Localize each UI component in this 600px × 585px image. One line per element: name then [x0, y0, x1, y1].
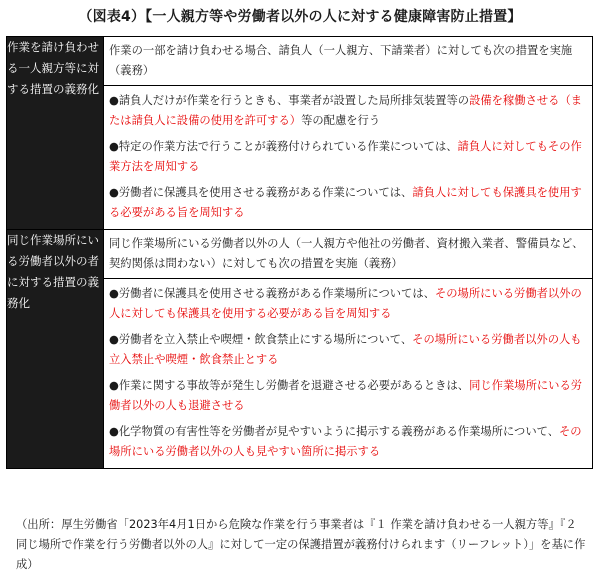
- item-text: ●特定の作業方法で行うことが義務付けられている作業については、: [109, 140, 458, 153]
- section-header-2: [7, 230, 104, 469]
- section-header-label: 作業を請け負わせる一人親方等に対する措置の義務化: [7, 40, 99, 96]
- item-text: ●労働者に保護具を使用させる義務がある作業場所については、: [109, 287, 435, 300]
- measures-table: [6, 36, 593, 469]
- table-row: [7, 230, 593, 469]
- item-text: ●化学物質の有害性等を労働者が見やすいように掲示する義務がある作業場所について、: [109, 425, 559, 438]
- item-highlight: その場所にいる労働者以外の人も見やすい箇所に掲示する: [109, 425, 582, 458]
- section-body-2: [104, 230, 593, 469]
- list-item: [104, 422, 592, 462]
- list-item: [104, 183, 592, 223]
- item-highlight: 同じ作業場所にいる労働者以外の人も退避させる: [109, 379, 583, 412]
- list-item: [104, 137, 592, 177]
- item-highlight: その場所にいる労働者以外の人に対しても保護具を使用する必要がある旨を周知する: [109, 287, 582, 320]
- item-highlight: 設備を稼働させる（または請負人に設備の使用を許可する）: [109, 94, 583, 127]
- table-row: [7, 37, 593, 230]
- item-highlight: 請負人に対しても保護具を使用する必要がある旨を周知する: [109, 186, 582, 219]
- list-item: [104, 330, 592, 370]
- item-highlight: 請負人に対してもその作業方法を周知する: [109, 140, 582, 173]
- section-intro: 同じ作業場所にいる労働者以外の人（一人親方や他社の労働者、資材搬入業者、警備員など、契約関係は問わない）に対しても次の措置を実施（義務）: [104, 230, 592, 279]
- item-text: ●労働者に保護具を使用させる義務がある作業については、: [109, 186, 413, 199]
- source-note: （出所：厚生労働省「2023年4月1日から危険な作業を行う事業者は『１ 作業を請け負わせる一人親方等』『２ 同じ場所で作業を行う労働者以外の人』に対して一定の保護措置が義務付けられます（リーフレット）」を基に作成）: [16, 518, 586, 571]
- item-text: ●請負人だけが作業を行うときも、事業者が設置した局所排気装置等の: [109, 94, 470, 107]
- figure-title: （図表4）【一人親方等や労働者以外の人に対する健康障害防止措置】: [78, 9, 522, 25]
- list-item: [104, 91, 592, 131]
- list-item: [104, 376, 592, 416]
- item-highlight: その場所にいる労働者以外の人も立入禁止や喫煙・飲食禁止とする: [109, 333, 582, 366]
- item-text: ●労働者を立入禁止や喫煙・飲食禁止にする場所について、: [109, 333, 413, 346]
- section-body-1: [104, 37, 593, 230]
- list-item: [104, 284, 592, 324]
- section-header-1: [7, 37, 104, 230]
- item-text: ●作業に関する事故等が発生し労働者を退避させる必要があるときは、: [109, 379, 470, 392]
- section-header-label: 同じ作業場所にいる労働者以外の者に対する措置の義務化: [7, 233, 99, 310]
- item-text-after: 等の配慮を行う: [301, 114, 381, 127]
- section-intro: 作業の一部を請け負わせる場合、請負人（一人親方、下請業者）に対しても次の措置を実施（義務）: [104, 37, 592, 86]
